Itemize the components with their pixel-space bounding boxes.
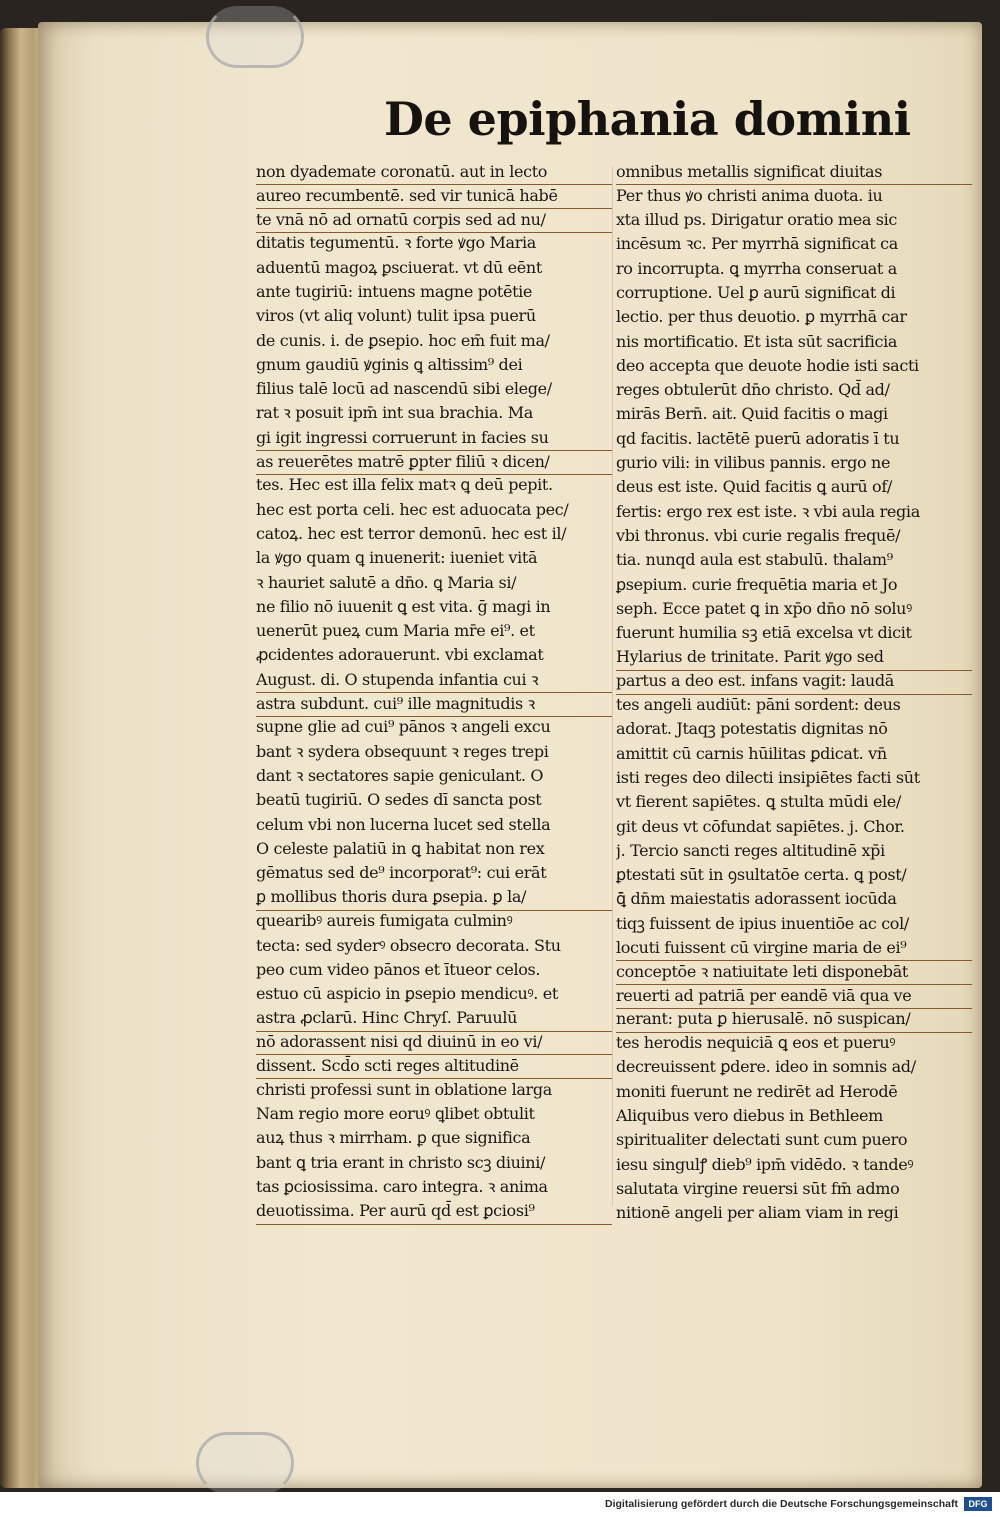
text-line: qd facitis. lactētē puerū adoratis ī tu [616, 428, 900, 448]
text-line: August. di. O stupenda infantia cui ꝛ [256, 668, 612, 693]
text-line: reuerti ad patriā per eandē viā qua ve [616, 984, 972, 1009]
text-column-right [616, 160, 972, 1226]
text-line: adorat. Jtaqꝫ potestatis dignitas nō [616, 719, 888, 739]
text-line: seph. Ecce patet ꝗ in xp̄o dn̄o nō soluꝰ [616, 598, 912, 618]
text-line: ꝑtestati sūt in ꝯsultatōe certa. ꝗ post/ [616, 865, 907, 885]
text-line: omnibus metallis significat diuitas [616, 160, 972, 185]
text-line: vt fierent sapiētes. ꝗ stulta mūdi ele/ [616, 792, 901, 812]
text-line: amittit cū carnis hūilitas ꝑdicat. vn̄ [616, 743, 887, 763]
text-line: tia. nunqd aula est stabulū. thalam⁹ [616, 550, 893, 570]
text-line: nis mortificatio. Et ista sūt sacrificia [616, 331, 898, 351]
text-line: tecta: sed syderꝰ obsecro decorata. Stu [256, 935, 561, 955]
text-line: deo accepta que deuote hodie isti sacti [616, 355, 919, 375]
footer-credit: Digitalisierung gefördert durch die Deutsche Forschungsgemeinschaft [605, 1498, 958, 1510]
text-line: fertis: ergo rex est iste. ꝛ vbi aula regia [616, 501, 920, 521]
text-line: dant ꝛ sectatores sapie geniculant. O [256, 765, 544, 785]
text-line: partus a deo est. infans vagit: laudā [616, 669, 972, 694]
text-line: celum vbi non lucerna lucet sed stella [256, 814, 551, 834]
text-line: dissent. Scd̄o scti reges altitudinē [256, 1054, 612, 1079]
text-line: gi igit ingressi corruerunt in facies su [256, 426, 612, 451]
text-line: Nam regio more eoruꝰ ꝗlibet obtulit [256, 1104, 535, 1124]
text-line: gnum gaudiū ꝟginis ꝗ altissim⁹ dei [256, 354, 523, 374]
text-line: peo cum video pānos et ītueor celos. [256, 959, 541, 979]
text-line: salutata virgine reuersi sūt fm̄ admo [616, 1178, 900, 1198]
text-line: O celeste palatiū in ꝗ habitat non rex [256, 838, 545, 858]
text-line: ditatis tegumentū. ꝛ forte ꝟgo Maria [256, 233, 536, 253]
text-line: aduentū magoꝝ ꝑsciuerat. vt dū eēnt [256, 257, 542, 277]
text-line: spiritualiter delectati sunt cum puero [616, 1130, 908, 1150]
text-line: tiqꝫ fuissent de ipius inuentiōe ac col/ [616, 913, 909, 933]
text-line: tas ꝑciosissima. caro integra. ꝛ anima [256, 1176, 548, 1196]
text-line: Per thus ꝟo christi anima duota. iu [616, 185, 883, 205]
text-line: fuerunt humilia sꝫ etiā excelsa vt dicit [616, 623, 912, 643]
text-column-left [256, 160, 612, 1223]
text-line: bant ꝗ tria erant in christo scꝫ diuini/ [256, 1152, 546, 1172]
text-line: decreuissent ꝑdere. ideo in somnis ad/ [616, 1057, 916, 1077]
text-line: mirās Bern̄. ait. Quid facitis o magi [616, 404, 888, 424]
text-line: Aliquibus vero diebus in Bethleem [616, 1106, 883, 1126]
text-line: astra subdunt. cui⁹ ille magnitudis ꝛ [256, 692, 612, 717]
page-holder-clip-top [206, 6, 304, 68]
text-line: la ꝟgo quam ꝗ inuenerit: iueniet vitā [256, 548, 538, 568]
text-line: lectio. per thus deuotio. ꝑ myrrhā car [616, 307, 907, 327]
text-line: uenerūt pueꝝ cum Maria mr̄e ei⁹. et [256, 621, 535, 641]
text-line: incēsum ꝛc. Per myrrhā significat ca [616, 234, 898, 254]
text-line: catoꝝ. hec est terror demonū. hec est il/ [256, 523, 567, 543]
text-line: tes angeli audiūt: pāni sordent: deus [616, 695, 901, 715]
text-line: xta illud ps. Dirigatur oratio mea sic [616, 210, 897, 230]
text-line: corruptione. Uel ꝑ aurū significat di [616, 282, 896, 302]
text-line: tes. Hec est illa felix matꝛ ꝗ deū pepit. [256, 475, 553, 495]
text-line: locuti fuissent cū virgine maria de ei⁹ [616, 936, 972, 961]
text-line: ne filio nō iuuenit ꝗ est vita. ḡ magi in [256, 596, 551, 616]
text-line: ante tugiriū: intuens magne potētie [256, 281, 533, 301]
dfg-logo: DFG [964, 1497, 992, 1511]
text-line: ro incorrupta. ꝗ myrrha conseruat a [616, 258, 897, 278]
text-line: ꝛ hauriet salutē a dn̄o. ꝗ Maria si/ [256, 572, 517, 592]
text-line: gurio vili: in vilibus pannis. ergo ne [616, 453, 891, 473]
text-line: deus est iste. Quid facitis ꝗ aurū of/ [616, 477, 892, 497]
text-line: filius talē locū ad nascendū sibi elege/ [256, 379, 552, 399]
text-line: deuotissima. Per aurū qd̄ est ꝑciosi⁹ [256, 1199, 612, 1224]
text-line: conceptōe ꝛ natiuitate leti disponebāt [616, 960, 972, 985]
text-line: auꝝ thus ꝛ mirrham. ꝑ que significa [256, 1128, 531, 1148]
text-line: de cunis. i. de ꝑsepio. hoc em̄ fuit ma/ [256, 330, 550, 350]
text-line: te vnā nō ad ornatū corpis sed ad nu/ [256, 208, 612, 233]
column-gutter [612, 166, 613, 1206]
text-line: astra ꝓclarū. Hinc Chryſ. Paruulū [256, 1006, 612, 1031]
text-line: aureo recumbentē. sed vir tunicā habē [256, 184, 612, 209]
text-line: moniti fuerunt ne redirēt ad Herodē [616, 1081, 898, 1101]
text-line: estuo cū aspicio in ꝑsepio mendicuꝰ. et [256, 984, 558, 1004]
text-line: hec est porta celi. hec est aduocata pec/ [256, 499, 569, 519]
text-line: iesu singulꝭ dieb⁹ ipm̄ vidēdo. ꝛ tandeꝰ [616, 1154, 914, 1174]
text-line: supne glie ad cui⁹ pānos ꝛ angeli excu [256, 717, 551, 737]
text-line: Hylarius de trinitate. Parit ꝟgo sed [616, 645, 972, 670]
text-line: viros (vt aliq volunt) tulit ipsa puerū [256, 306, 536, 326]
text-line: rat ꝛ posuit ipm̄ int sua brachia. Ma [256, 403, 533, 423]
text-line: ꝑsepium. curie frequētia maria et Jo [616, 574, 898, 594]
page-heading: De epiphania domini [384, 92, 911, 146]
text-line: git deus vt cōfundat sapiētes. j. Chor. [616, 816, 905, 836]
text-line: reges obtulerūt dn̄o christo. Qd̄ ad/ [616, 380, 890, 400]
text-line: as reuerētes matrē ꝑpter filiū ꝛ dicen/ [256, 450, 612, 475]
text-line: nitionē angeli per aliam viam in regi [616, 1203, 899, 1223]
text-line: j. Tercio sancti reges altitudinē xp̄i [616, 840, 885, 860]
text-line: christi professi sunt in oblatione larga [256, 1079, 552, 1099]
text-line: nō adorassent nisi qd diuinū in eo vi/ [256, 1030, 612, 1055]
text-line: tes herodis nequiciā ꝗ eos et pueruꝰ [616, 1033, 896, 1053]
text-line: ꝓcidentes adorauerunt. vbi exclamat [256, 645, 544, 665]
text-line: bant ꝛ sydera obsequunt ꝛ reges trepi [256, 741, 549, 761]
text-line: ꝗ̄ dn̄m maiestatis adorassent iocūda [616, 889, 897, 909]
text-line: beatū tugiriū. O sedes dī sancta post [256, 790, 542, 810]
text-line: vbi thronus. vbi curie regalis frequē/ [616, 525, 901, 545]
page-holder-clip-bottom [196, 1432, 294, 1494]
text-line: ꝑ mollibus thoris dura ꝑsepia. ꝑ la/ [256, 885, 612, 910]
digitization-footer [0, 1492, 1000, 1517]
text-line: nerant: puta ꝑ hierusalē. nō suspican/ [616, 1007, 972, 1032]
text-line: isti reges deo dilecti insipiētes facti sūt [616, 767, 920, 787]
text-line: non dyademate coronatū. aut in lecto [256, 160, 612, 185]
text-line: quearibꝰ aureis fumigata culminꝰ [256, 911, 513, 931]
text-line: gēmatus sed de⁹ incorporat⁹: cui erāt [256, 863, 547, 883]
